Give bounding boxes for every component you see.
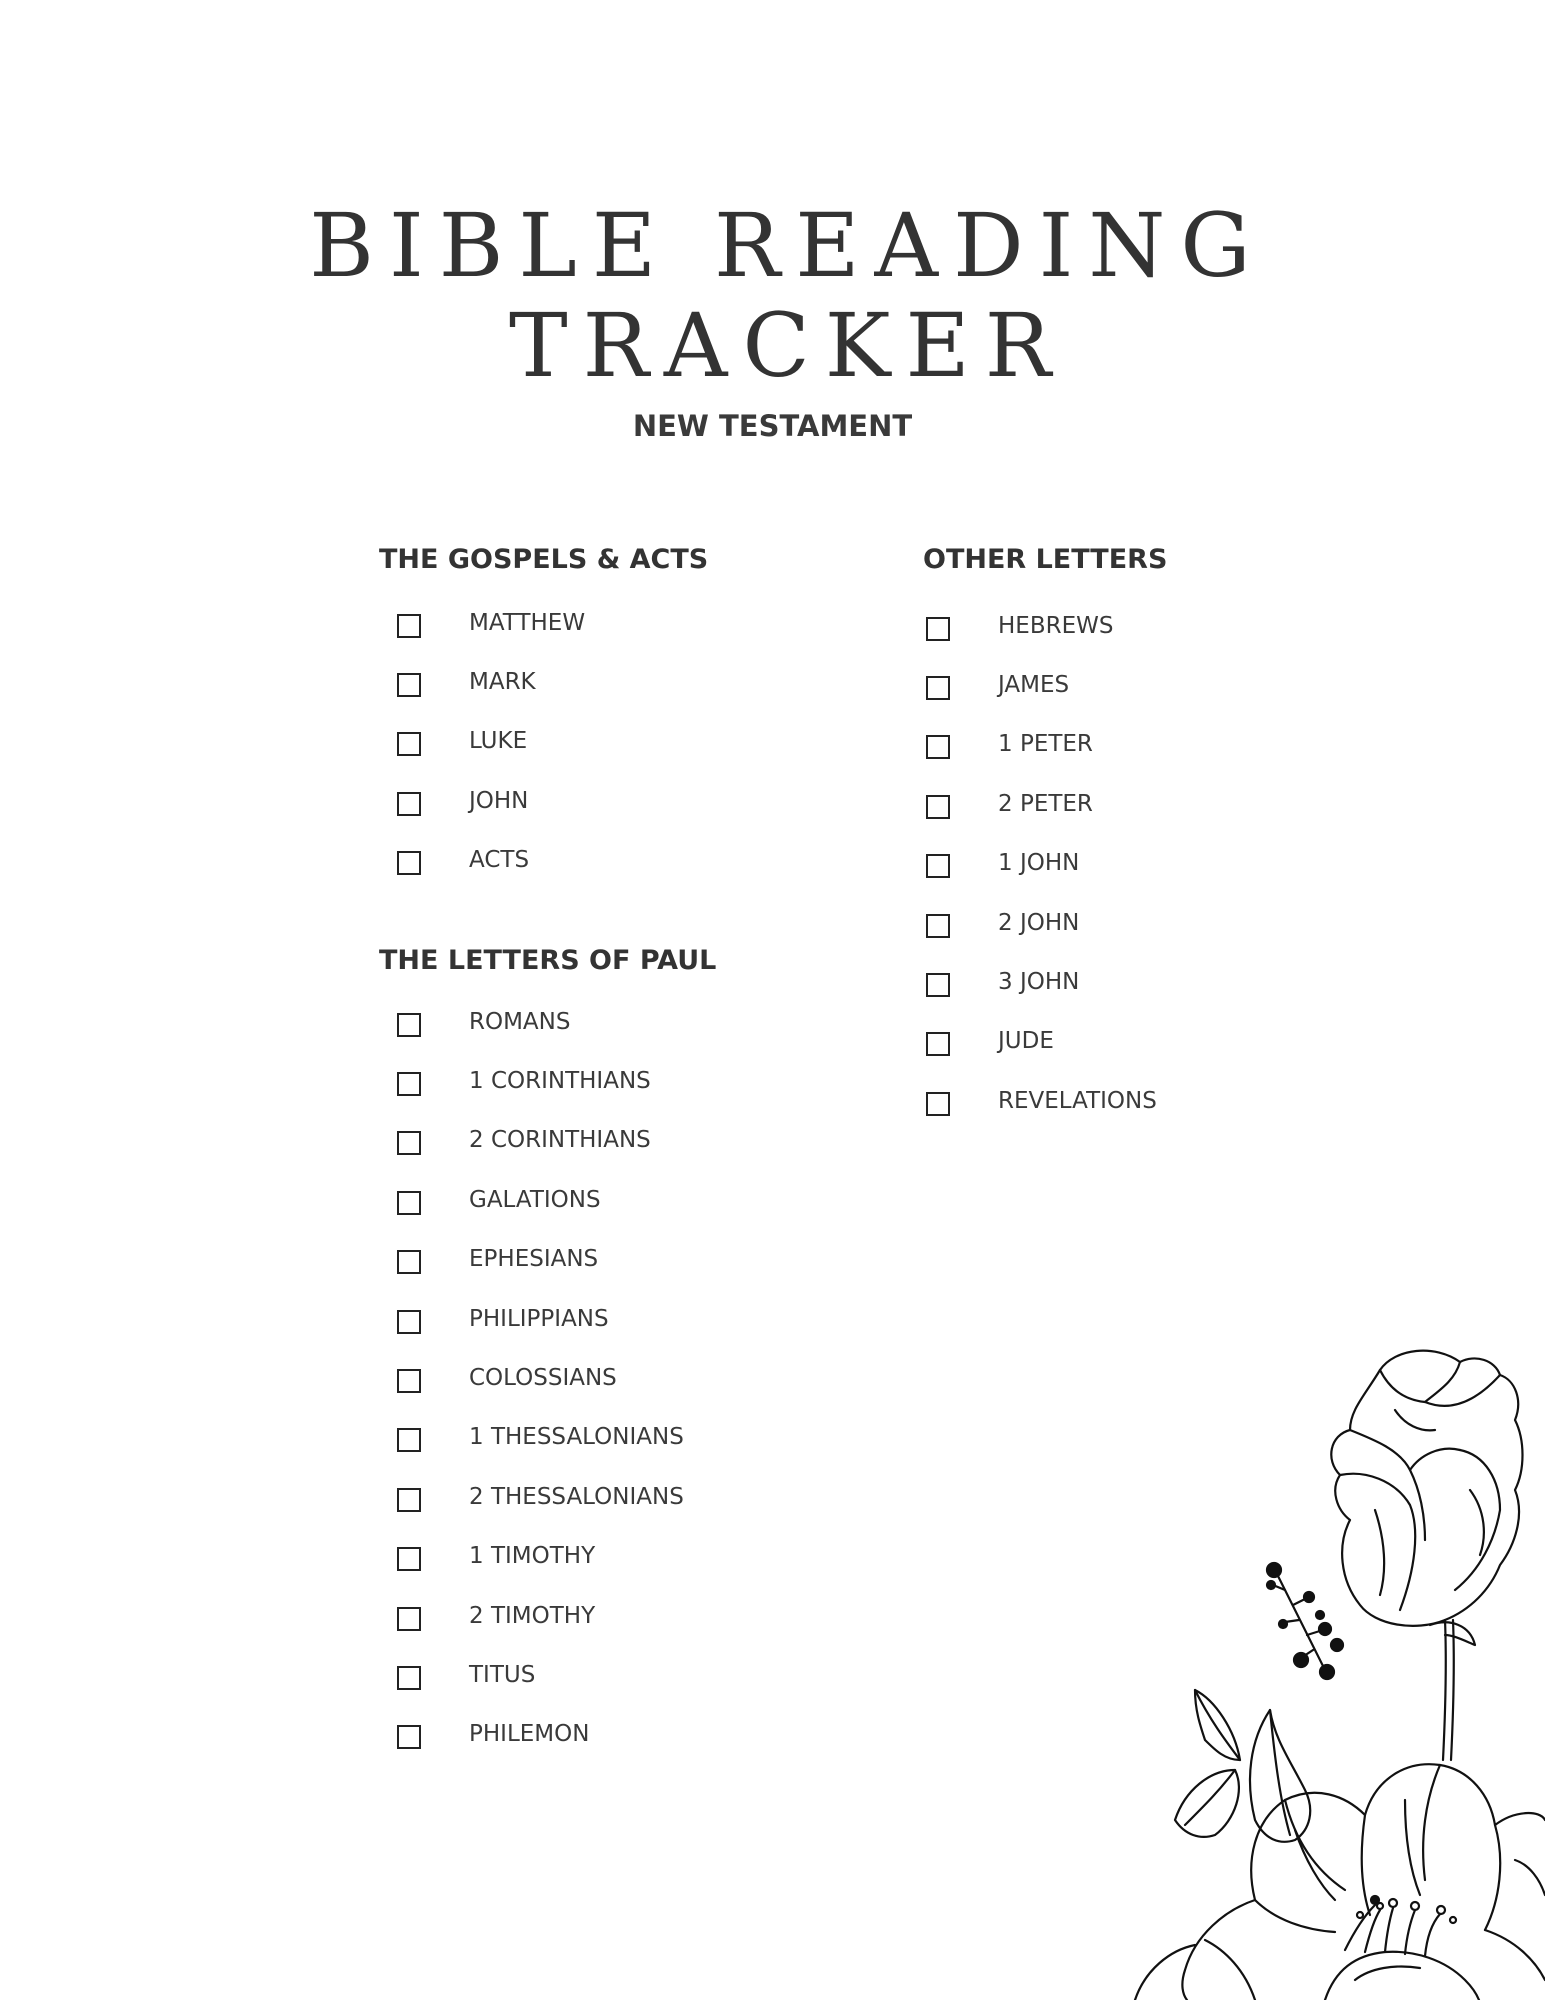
section-heading-gospels: THE GOSPELS & ACTS [379, 544, 709, 575]
checkbox[interactable] [926, 1092, 950, 1116]
checkbox[interactable] [397, 1191, 421, 1215]
checkbox[interactable] [397, 792, 421, 816]
list-item [926, 896, 1157, 955]
book-label: 1 THESSALONIANS [469, 1424, 684, 1451]
list-item [397, 1530, 684, 1589]
book-list-gospels [397, 596, 585, 893]
list-item [397, 655, 585, 714]
list-item [397, 1173, 684, 1232]
list-item [397, 1708, 684, 1767]
book-label: HEBREWS [998, 612, 1114, 639]
book-label: 3 JOHN [998, 969, 1080, 996]
page-title-line-2: TRACKER [508, 294, 1067, 397]
checkbox[interactable] [397, 1428, 421, 1452]
book-label: PHILEMON [469, 1721, 590, 1748]
berry-sprig-icon [1267, 1563, 1343, 1679]
book-label: 2 THESSALONIANS [469, 1483, 684, 1510]
checkbox[interactable] [926, 854, 950, 878]
book-label: JAMES [998, 672, 1070, 699]
list-item [926, 837, 1157, 896]
list-item [397, 774, 585, 833]
checkbox[interactable] [397, 1369, 421, 1393]
list-item [397, 1114, 684, 1173]
book-label: PHILIPPIANS [469, 1305, 609, 1332]
book-label: JOHN [469, 787, 529, 814]
list-item [397, 1351, 684, 1410]
checkbox[interactable] [926, 973, 950, 997]
list-item [397, 995, 684, 1054]
book-label: 1 JOHN [998, 850, 1080, 877]
checkbox[interactable] [397, 1131, 421, 1155]
list-item [926, 599, 1157, 658]
checkbox[interactable] [397, 732, 421, 756]
book-label: ACTS [469, 847, 530, 874]
list-item [926, 1074, 1157, 1133]
checkbox[interactable] [397, 1250, 421, 1274]
list-item [397, 596, 585, 655]
checkbox[interactable] [397, 614, 421, 638]
book-label: 1 CORINTHIANS [469, 1068, 651, 1095]
book-label: 1 TIMOTHY [469, 1543, 596, 1570]
book-label: TITUS [469, 1661, 536, 1688]
checkbox[interactable] [926, 735, 950, 759]
list-item [926, 718, 1157, 777]
checkbox[interactable] [397, 1547, 421, 1571]
poppy-flower-icon [1135, 1764, 1545, 2000]
book-label: LUKE [469, 728, 528, 755]
checkbox[interactable] [397, 1310, 421, 1334]
list-item [397, 1648, 684, 1707]
book-label: COLOSSIANS [469, 1365, 617, 1392]
book-label: MARK [469, 669, 536, 696]
list-item [926, 955, 1157, 1014]
list-item [397, 715, 585, 774]
book-label: 2 CORINTHIANS [469, 1127, 651, 1154]
checkbox[interactable] [926, 914, 950, 938]
book-label: MATTHEW [469, 609, 586, 636]
list-item [397, 1054, 684, 1113]
book-label: GALATIONS [469, 1186, 601, 1213]
checkbox[interactable] [926, 617, 950, 641]
book-label: 2 PETER [998, 790, 1093, 817]
list-item [926, 1015, 1157, 1074]
checkbox[interactable] [397, 1013, 421, 1037]
list-item [926, 777, 1157, 836]
book-list-other [926, 599, 1157, 1134]
list-item [397, 1470, 684, 1529]
checkbox[interactable] [926, 1032, 950, 1056]
checkbox[interactable] [397, 673, 421, 697]
checkbox[interactable] [926, 676, 950, 700]
tulip-bud-icon [1331, 1351, 1522, 1626]
book-label: 2 TIMOTHY [469, 1602, 596, 1629]
checkbox[interactable] [397, 1072, 421, 1096]
checkbox[interactable] [397, 1488, 421, 1512]
list-item [397, 1292, 684, 1351]
checkbox[interactable] [926, 795, 950, 819]
book-label: 2 JOHN [998, 909, 1080, 936]
book-label: EPHESIANS [469, 1246, 599, 1273]
book-label: JUDE [998, 1028, 1054, 1055]
list-item [926, 658, 1157, 717]
section-heading-other: OTHER LETTERS [923, 544, 1168, 575]
list-item [397, 1411, 684, 1470]
book-label: ROMANS [469, 1008, 571, 1035]
checkbox[interactable] [397, 1725, 421, 1749]
list-item [397, 1589, 684, 1648]
checkbox[interactable] [397, 1666, 421, 1690]
checkbox[interactable] [397, 851, 421, 875]
book-list-paul [397, 995, 684, 1767]
page-title-line-1: BIBLE READING [309, 194, 1266, 297]
page-subtitle: NEW TESTAMENT [632, 409, 913, 443]
book-label: REVELATIONS [998, 1087, 1157, 1114]
list-item [397, 1233, 684, 1292]
list-item [397, 834, 585, 893]
checkbox[interactable] [397, 1607, 421, 1631]
floral-line-art-icon [1075, 1340, 1545, 2000]
stem-icon [1443, 1620, 1446, 1760]
book-label: 1 PETER [998, 731, 1093, 758]
section-heading-paul: THE LETTERS OF PAUL [379, 945, 717, 976]
